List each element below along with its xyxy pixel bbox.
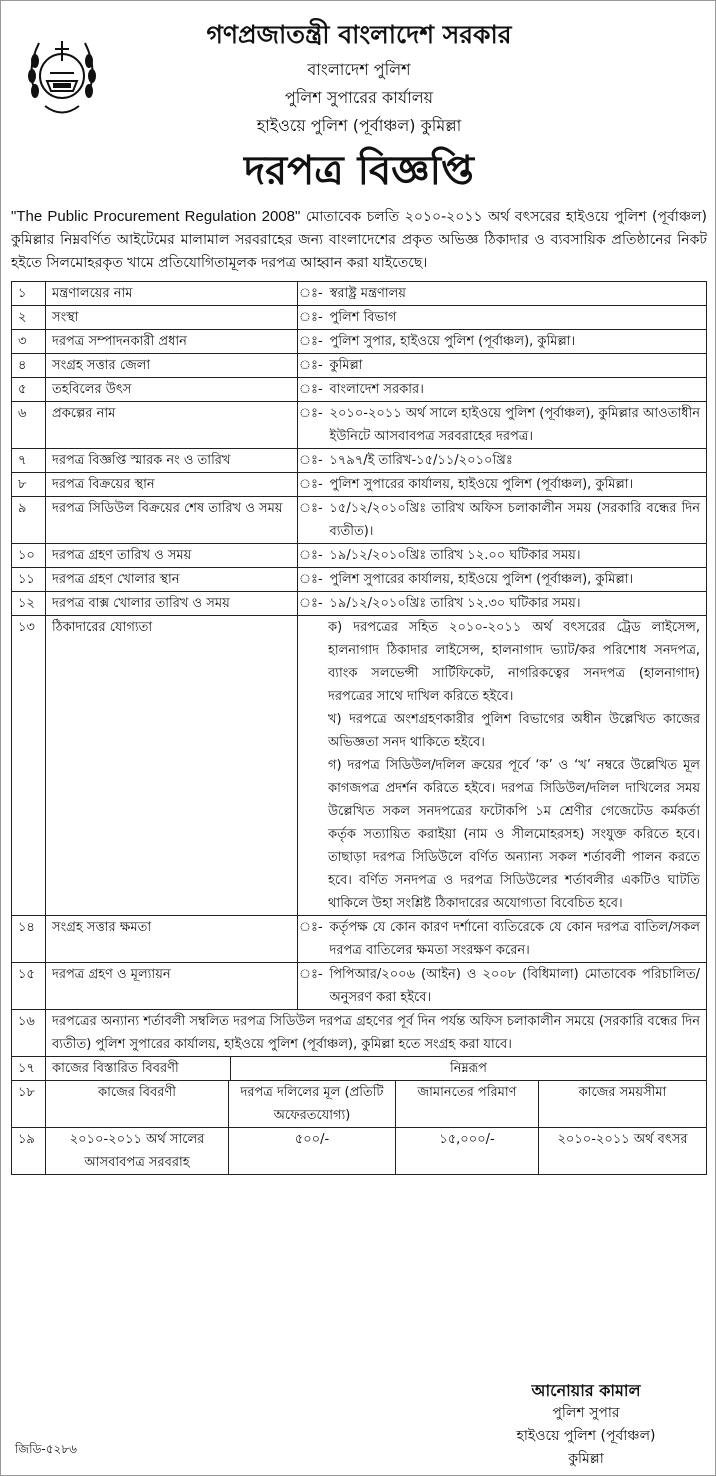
condition-kha: খ) দরপত্রে অংশগ্রহণকারীর পুলিশ বিভাগের অধীন উল্লেখিত কাজের অভিজ্ঞতা সনদ থাকিতে হইবে। — [328, 712, 700, 750]
work-description: ২০১০-২০১১ অর্থ সালের আসবাবপত্র সরবরাহ — [69, 1132, 205, 1170]
row-number: ২ — [12, 306, 46, 330]
time-limit: ২০১০-২০১১ অর্থ বৎসর — [539, 1128, 707, 1174]
row-label: দরপত্র গ্রহণ খোলার স্থান — [46, 568, 298, 592]
row-value: পুলিশ সুপার, হাইওয়ে পুলিশ (পূর্বাঞ্চল), কুমিল্লা। — [324, 330, 707, 354]
row-separator: ঃ- — [298, 544, 324, 568]
row-label: দরপত্র গ্রহণ ও মূল্যায়ন — [46, 963, 298, 1010]
row-separator: ঃ- — [298, 916, 324, 963]
row-number: ১৯ — [12, 1128, 46, 1175]
department-heading: বাংলাদেশ পুলিশ — [307, 60, 411, 79]
signature-block — [471, 1379, 701, 1471]
unit-heading: হাইওয়ে পুলিশ (পূর্বাঞ্চল) কুমিল্লা — [256, 116, 462, 135]
table-row — [12, 354, 707, 378]
row-number: ৭ — [12, 449, 46, 473]
table-row — [12, 544, 707, 568]
table-row — [12, 592, 707, 616]
eligibility-conditions — [298, 616, 707, 916]
table-row — [12, 449, 707, 473]
row-separator: ঃ- — [298, 473, 324, 497]
row-separator: ঃ- — [298, 330, 324, 354]
office-heading: পুলিশ সুপারের কার্যালয় — [284, 88, 434, 107]
row-number: ১৭ — [12, 1057, 46, 1081]
table-row — [12, 378, 707, 402]
row-number: ১ — [12, 282, 46, 306]
row-label: মন্ত্রণালয়ের নাম — [46, 282, 298, 306]
row-value: স্বরাষ্ট্র মন্ত্রণালয় — [324, 282, 707, 306]
table-row — [12, 282, 707, 306]
regulation-reference: "The Public Procurement Regulation 2008" — [11, 208, 301, 225]
signatory-name: আনোয়ার কামাল — [531, 1381, 641, 1400]
row-value: ২০১০-২০১১ অর্থ সালে হাইওয়ে পুলিশ (পূর্বাঞ্চল), কুমিল্লার আওতাধীন ইউনিটে আসবাবপত্র সরবরাহের দরপত্র। — [324, 402, 707, 449]
row-number: ৯ — [12, 497, 46, 544]
col-header-time-limit: কাজের সময়সীমা — [539, 1081, 707, 1127]
table-row — [12, 497, 707, 544]
row-number: ১৩ — [12, 616, 46, 916]
publication-code: জিডি-৫২৮৬ — [15, 1442, 77, 1456]
row-separator: ঃ- — [298, 963, 324, 1010]
signatory-unit: হাইওয়ে পুলিশ (পূর্বাঞ্চল) — [516, 1428, 656, 1444]
condition-ga: গ) দরপত্র সিডিউল/দলিল ক্রয়ের পূর্বে ‘ক’ ও ‘খ’ নম্বরে উল্লেখিত মূল কাগজপত্র প্রদর্শন করিতে হইবে। দরপত্র সিডিউল/দলিল দাখিলের সময় উল্লেখিত সকল সনদপত্রের ফটোকপি ১ম শ্রেণীর গেজেটেড কর্মকর্তা কর্তৃক সত্যায়িত করাইয়া (নাম ও সীলমোহরসহ) সংযুক্ত করিতে হবে। তাছাড়া দরপত্র সিডিউলে বর্ণিত অন্যান্য সকল শর্তাবলী পালন করতে হবে। বর্ণিত সনদপত্র ও দরপত্র সিডিউলের শর্তাবলীর একটিও ঘাটতি থাকিলে উহা সংশ্লিষ্ট ঠিকাদারের অযোগ্যতা বিবেচিত হবে। — [328, 758, 700, 911]
table-row — [12, 306, 707, 330]
row-separator: ঃ- — [298, 402, 324, 449]
row-number: ৩ — [12, 330, 46, 354]
notice-title: দরপত্র বিজ্ঞপ্তি — [244, 148, 474, 194]
row-number: ৫ — [12, 378, 46, 402]
row-value: ১৫/১২/২০১০খ্রিঃ তারিখ অফিস চলাকালীন সময় (সরকারি বন্ধের দিন ব্যতীত)। — [324, 497, 707, 544]
col-header-document-price: দরপত্র দলিলের মূল (প্রতিটি অফেরতযোগ্য) — [229, 1081, 396, 1127]
col-header-description: কাজের বিবরণী — [98, 1085, 176, 1100]
table-row — [12, 568, 707, 592]
row-value: ১৯/১২/২০১০খ্রিঃ তারিখ ১২.০০ ঘটিকার সময়। — [324, 544, 707, 568]
row-label: সংস্থা — [46, 306, 298, 330]
row-label: দরপত্র সিডিউল বিক্রয়ের শেষ তারিখ ও সময় — [46, 497, 298, 544]
table-row — [12, 616, 707, 916]
government-heading: গণপ্রজাতন্ত্রী বাংলাদেশ সরকার — [206, 20, 512, 49]
row-label: সংগ্রহ সত্তার জেলা — [46, 354, 298, 378]
collection-note: দরপত্রের অন্যান্য শর্তাবলী সম্বলিত দরপত্র সিডিউল দরপত্র গ্রহণের পূর্ব দিন পর্যন্ত অফিস চলাকালীন সময়ে (সরকারি বন্ধের দিন ব্যতীত) পুলিশ সুপারের কার্যালয়, হাইওয়ে পুলিশ (পূর্বাঞ্চল), কুমিল্লা হতে সংগ্রহ করা যাবে। — [46, 1010, 707, 1057]
row-separator: ঃ- — [298, 378, 324, 402]
row-number: ১০ — [12, 544, 46, 568]
row-separator: ঃ- — [298, 354, 324, 378]
row-separator: ঃ- — [298, 282, 324, 306]
signatory-designation: পুলিশ সুপার — [552, 1405, 620, 1421]
row-number: ১৪ — [12, 916, 46, 963]
row-number: ১৫ — [12, 963, 46, 1010]
row-label: দরপত্র গ্রহণ তারিখ ও সময় — [46, 544, 298, 568]
row-label: সংগ্রহ সত্তার ক্ষমতা — [46, 916, 298, 963]
row-value: কর্তৃপক্ষ যে কোন কারণ দর্শানো ব্যতিরেকে যে কোন দরপত্র বাতিল/সকল দরপত্র বাতিলের ক্ষমতা সংরক্ষণ করেন। — [324, 916, 707, 963]
row-value: পিপিআর/২০০৬ (আইন) ও ২০০৮ (বিধিমালা) মোতাবেক পরিচালিত/অনুসরণ করা হইবে। — [324, 963, 707, 1010]
row-label: ঠিকাদারের যোগ্যতা — [46, 616, 298, 916]
row-value: ১৭৯৭/ই তারিখ-১৫/১১/২০১০খ্রিঃ — [324, 449, 707, 473]
row-value: বাংলাদেশ সরকার। — [324, 378, 707, 402]
row-separator: ঃ- — [298, 568, 324, 592]
row-number: ৮ — [12, 473, 46, 497]
row-value: পুলিশ সুপারের কার্যালয়, হাইওয়ে পুলিশ (পূর্বাঞ্চল), কুমিল্লা। — [324, 568, 707, 592]
row-separator: ঃ- — [298, 306, 324, 330]
row-label: দরপত্র বিজ্ঞপ্তি স্মারক নং ও তারিখ — [46, 449, 298, 473]
tender-details-table — [11, 281, 707, 1175]
row-label: দরপত্র সম্পাদনকারী প্রধান — [46, 330, 298, 354]
document-price: ৫০০/- — [229, 1128, 396, 1174]
table-row — [12, 1128, 707, 1175]
row-value: কুমিল্লা — [324, 354, 707, 378]
condition-ka: ক) দরপত্রের সহিত ২০১০-২০১১ অর্থ বৎসরের ট্রেড লাইসেন্স, হালনাগাদ ঠিকাদার লাইসেন্স, হালনাগাদ ভ্যাট/কর পরিশোধ সনদপত্র, ব্যাংক সলভেন্সী সার্টিফিকেট, নাগরিকত্বের সনদপত্র (হালনাগাদ) দরপত্রের সাথে দাখিল করিতে হইবে। — [328, 620, 700, 704]
row-label: কাজের বিস্তারিত বিবরণী — [52, 1061, 179, 1076]
intro-text: মোতাবেক চলতি ২০১০-২০১১ অর্থ বৎসরের হাইওয়ে পুলিশ (পূর্বাঞ্চল) কুমিল্লার নিম্নবর্ণিত আইটেমের মালামাল সরবরাহের জন্য বাংলাদেশের প্রকৃত অভিজ্ঞ ঠিকাদার ও ব্যবসায়িক প্রতিষ্ঠানের নিকট হইতে সিলমোহরকৃত খামে প্রতিযোগিতামূলক দরপত্র আহ্বান করা যাইতেছে। — [11, 209, 707, 271]
security-amount: ১৫,০০০/- — [396, 1128, 539, 1174]
row-separator: ঃ- — [298, 592, 324, 616]
row-number: ১৬ — [12, 1010, 46, 1057]
table-row — [12, 916, 707, 963]
table-row — [12, 1010, 707, 1057]
row-label: দরপত্র বাক্স খোলার তারিখ ও সময় — [46, 592, 298, 616]
table-row — [12, 330, 707, 354]
table-row — [12, 963, 707, 1010]
row-label: দরপত্র বিক্রয়ের স্থান — [46, 473, 298, 497]
row-value: পুলিশ সুপারের কার্যালয়, হাইওয়ে পুলিশ (পূর্বাঞ্চল), কুমিল্লা। — [324, 473, 707, 497]
row-number: ১৮ — [12, 1081, 46, 1128]
row-number: ১১ — [12, 568, 46, 592]
table-row — [12, 1081, 707, 1128]
intro-paragraph — [11, 205, 707, 275]
col-header-security-amount: জামানতের পরিমাণ — [396, 1081, 539, 1127]
signatory-place: কুমিল্লা — [568, 1451, 604, 1467]
row-value: নিম্নরূপ — [231, 1057, 707, 1080]
row-label: প্রকল্পের নাম — [46, 402, 298, 449]
row-label: তহবিলের উৎস — [46, 378, 298, 402]
table-row — [12, 1057, 707, 1081]
table-row — [12, 473, 707, 497]
row-value: ১৯/১২/২০১০খ্রিঃ তারিখ ১২.৩০ ঘটিকার সময়। — [324, 592, 707, 616]
row-separator: ঃ- — [298, 497, 324, 544]
table-row — [12, 402, 707, 449]
row-separator: ঃ- — [298, 449, 324, 473]
row-number: ৪ — [12, 354, 46, 378]
row-number: ৬ — [12, 402, 46, 449]
row-number: ১২ — [12, 592, 46, 616]
row-value: পুলিশ বিভাগ — [324, 306, 707, 330]
